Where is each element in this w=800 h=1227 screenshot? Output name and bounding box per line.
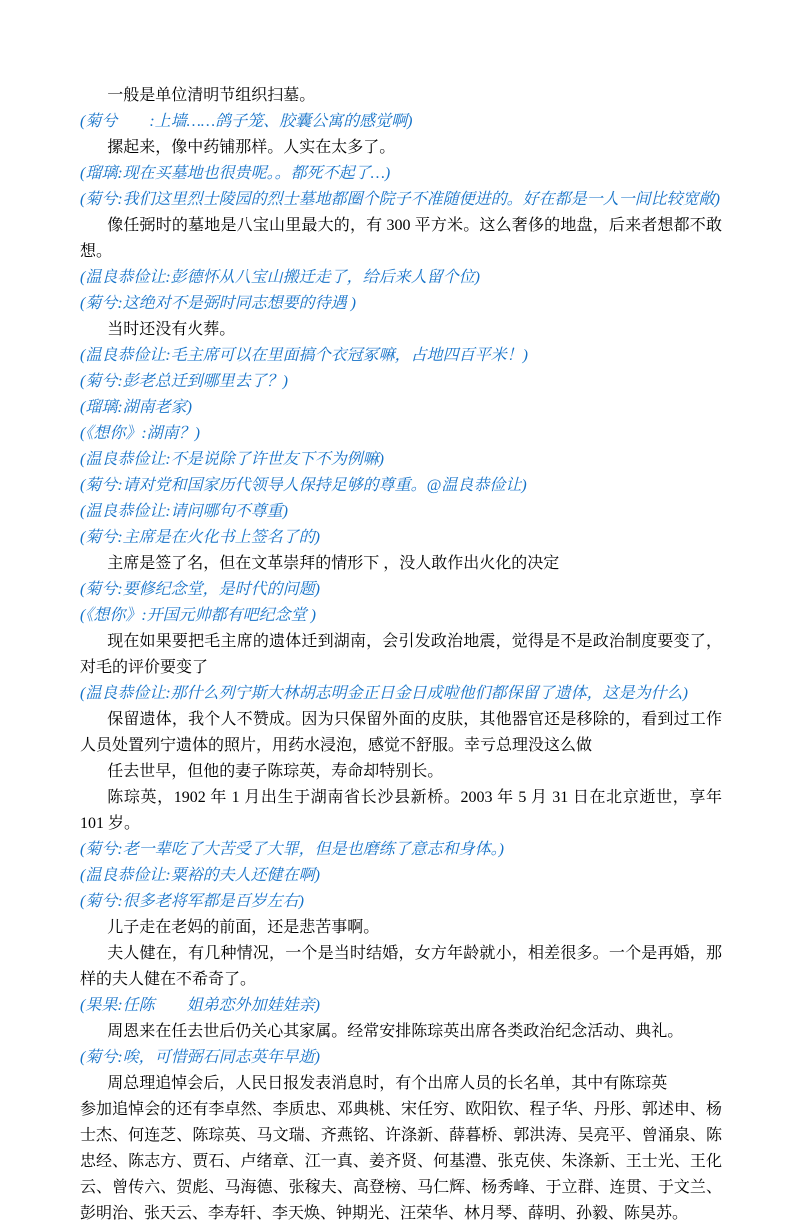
comment-annotation: (菊兮:很多老将军都是百岁左右) <box>80 893 304 910</box>
comment-annotation: (温良恭俭让:不是说除了许世友下不为例嘛) <box>80 451 384 468</box>
body-paragraph: 任去世早，但他的妻子陈琮英，寿命却特别长。 <box>107 763 444 780</box>
comment-annotation: (菊兮:要修纪念堂，是时代的问题) <box>80 581 320 598</box>
body-paragraph: 儿子走在老妈的前面，还是悲苦事啊。 <box>107 919 380 936</box>
body-paragraph: 像任弼时的墓地是八宝山里最大的，有 300 平方米。这么奢侈的地盘，后来者想都不敢想。 <box>80 217 722 260</box>
body-paragraph: 周恩来在任去世后仍关心其家属。经常安排陈琮英出席各类政治纪念活动、典礼。 <box>107 1023 684 1040</box>
comment-annotation: (瑠璃:现在买墓地也很贵呢。。都死不起了…) <box>80 165 391 182</box>
comment-annotation: (菊兮 :上墙……鸽子笼、胶囊公寓的感觉啊) <box>80 113 413 130</box>
comment-annotation: (菊兮:老一辈吃了大苦受了大罪，但是也磨练了意志和身体。) <box>80 841 504 858</box>
comment-annotation: (果果:任陈 姐弟恋外加娃娃亲) <box>80 997 320 1014</box>
comment-annotation: (菊兮:请对党和国家历代领导人保持足够的尊重。@温良恭俭让) <box>80 477 527 494</box>
body-paragraph: 主席是签了名，但在文革崇拜的情形下 ，没人敢作出火化的决定 <box>107 555 560 572</box>
comment-annotation: (《想你》:开国元帅都有吧纪念堂 ) <box>80 607 316 624</box>
body-paragraph: 现在如果要把毛主席的遗体迁到湖南，会引发政治地震，觉得是不是政治制度要变了，对毛的评价要变了 <box>80 633 722 676</box>
comment-annotation: (菊兮:主席是在火化书上签名了的) <box>80 529 320 546</box>
comment-annotation: (菊兮:这绝对不是弼时同志想要的待遇 ) <box>80 295 356 312</box>
comment-annotation: (温良恭俭让:粟裕的夫人还健在啊) <box>80 867 320 884</box>
comment-annotation: (《想你》:湖南？) <box>80 425 200 442</box>
comment-annotation: (温良恭俭让:请问哪句不尊重) <box>80 503 288 520</box>
comment-annotation: (菊兮:彭老总迁到哪里去了？) <box>80 373 288 390</box>
body-paragraph: 陈琮英，1902 年 1 月出生于湖南省长沙县新桥。2003 年 5 月 31 日在北京逝世，享年 101 岁。 <box>80 789 722 832</box>
comment-annotation: (温良恭俭让:那什么列宁斯大林胡志明金正日金日成啦他们都保留了遗体，这是为什么) <box>80 685 688 702</box>
comment-annotation: (温良恭俭让:毛主席可以在里面搞个衣冠冢嘛，占地四百平米！) <box>80 347 528 364</box>
comment-annotation: (温良恭俭让:彭德怀从八宝山搬迁走了，给后来人留个位) <box>80 269 480 286</box>
body-paragraph: 保留遗体，我个人不赞成。因为只保留外面的皮肤，其他器官还是移除的，看到过工作人员处置列宁遗体的照片，用药水浸泡，感觉不舒服。幸亏总理没这么做 <box>80 711 722 754</box>
comment-annotation: (瑠璃:湖南老家) <box>80 399 192 416</box>
body-paragraph: 摞起来，像中药铺那样。人实在太多了。 <box>107 139 396 156</box>
document-content <box>80 83 722 1227</box>
body-paragraph: 周总理追悼会后，人民日报发表消息时，有个出席人员的长名单，其中有陈琮英 <box>107 1075 668 1092</box>
body-paragraph: 当时还没有火葬。 <box>107 321 236 338</box>
body-paragraph: 夫人健在，有几种情况，一个是当时结婚，女方年龄就小，相差很多。一个是再婚，那样的夫人健在不希奇了。 <box>80 945 722 988</box>
body-paragraph: 参加追悼会的还有李卓然、李质忠、邓典桃、宋任穷、欧阳钦、程子华、丹彤、郭述申、杨士杰、何连芝、陈琮英、马文瑞、齐燕铭、许涤新、薛暮桥、郭洪涛、吴亮平、曾涌泉、陈忠经、陈志方、贾石、卢绪章、江一真、姜齐贤、何基澧、张克侠、朱涤新、王士光、王化云、曾传六、贺彪、马海德、张稼夫、高登榜、马仁辉、杨秀峰、于立群、连贯、于文兰、彭明治、张天云、李寿轩、李天焕、钟期光、汪荣华、林月琴、薛明、孙毅、陈昊苏。 <box>80 1101 722 1222</box>
comment-annotation: (菊兮:唉，可惜弼石同志英年早逝) <box>80 1049 320 1066</box>
body-paragraph: 一般是单位清明节组织扫墓。 <box>107 87 316 104</box>
comment-annotation: (菊兮:我们这里烈士陵园的烈士墓地都圈个院子不准随便进的。好在都是一人一间比较宽敞) <box>80 191 720 208</box>
